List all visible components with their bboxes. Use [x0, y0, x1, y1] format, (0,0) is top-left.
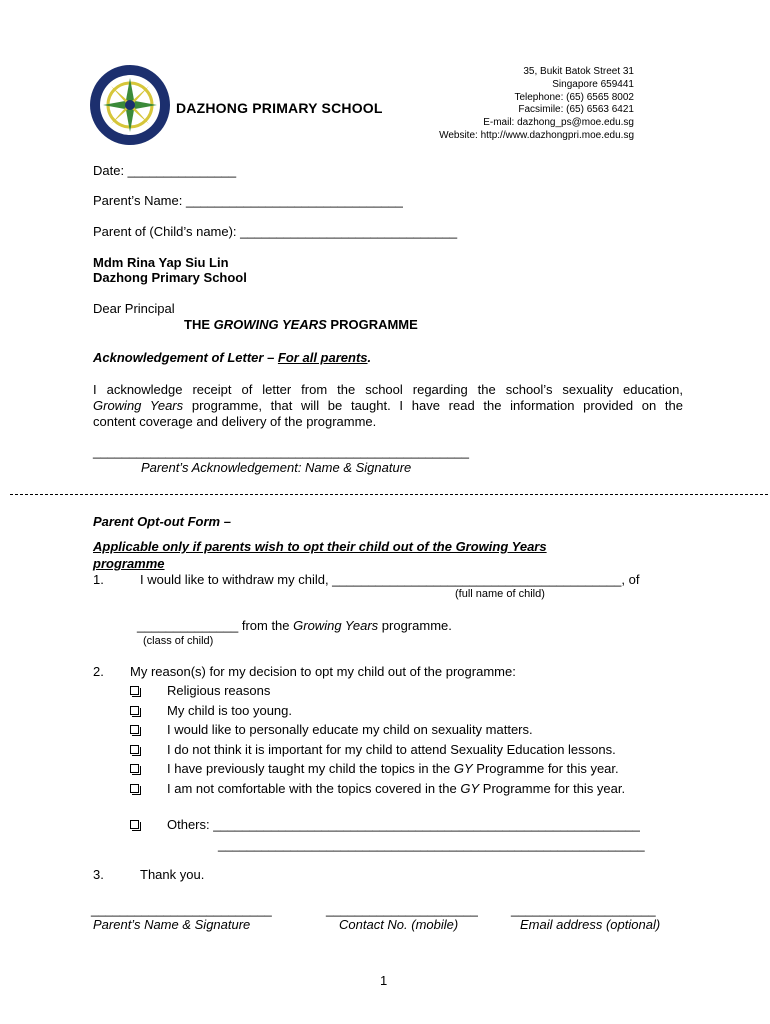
email-label: Email address (optional): [520, 917, 661, 932]
reason-others-line-2[interactable]: ___________________________________________________________: [218, 837, 645, 852]
checkbox-icon[interactable]: [130, 745, 139, 754]
withdraw-child-field[interactable]: I would like to withdraw my child, ________________________________________, of: [140, 572, 640, 587]
page-number: 1: [380, 973, 388, 988]
checkbox-icon[interactable]: [130, 820, 139, 829]
item-3-text: Thank you.: [140, 867, 205, 882]
optout-subheading-line-1: Applicable only if parents wish to opt their child out of the Growing Years: [93, 539, 547, 554]
item-2-number: 2.: [93, 664, 104, 679]
child-name-field[interactable]: Parent of (Child’s name): ______________________________: [93, 224, 458, 239]
address-line: 35, Bukit Batok Street 31: [523, 66, 634, 77]
parent-name-field[interactable]: Parent’s Name: ______________________________: [93, 193, 403, 208]
addressee-name: Mdm Rina Yap Siu Lin: [93, 255, 229, 270]
reason-not-comfortable: I am not comfortable with the topics covered in the GY Programme for this year.: [167, 781, 626, 796]
item-2-text: My reason(s) for my decision to opt my child out of the programme:: [130, 664, 516, 679]
class-hint: (class of child): [143, 635, 214, 647]
school-name: DAZHONG PRIMARY SCHOOL: [176, 100, 383, 116]
school-crest-icon: [89, 64, 171, 146]
acknowledgement-signature-label: Parent’s Acknowledgement: Name & Signature: [141, 460, 412, 475]
reason-religious: Religious reasons: [167, 683, 271, 698]
reason-previously-taught: I have previously taught my child the topics in the GY Programme for this year.: [167, 761, 619, 776]
reason-too-young: My child is too young.: [167, 703, 293, 718]
address-line: Singapore 659441: [552, 78, 634, 90]
acknowledgement-line-2: Growing Years programme, that will be taught. I have read the information provided on the: [93, 398, 684, 413]
facsimile: Facsimile: (65) 6563 6421: [518, 104, 634, 116]
optout-heading: Parent Opt-out Form –: [93, 514, 231, 529]
email-line[interactable]: ____________________: [511, 902, 656, 917]
signature-label: Parent’s Name & Signature: [93, 917, 251, 932]
acknowledgement-line-1: I acknowledge receipt of letter from the school regarding the school’s sexuality education,: [93, 382, 683, 397]
checkbox-icon[interactable]: [130, 706, 139, 715]
checkbox-icon[interactable]: [130, 686, 139, 695]
signature-line[interactable]: _________________________: [91, 902, 272, 917]
item-3-number: 3.: [93, 867, 104, 882]
telephone: Telephone: (65) 6565 8002: [514, 91, 634, 103]
acknowledgement-heading: Acknowledgement of Letter – For all parents.: [93, 350, 372, 365]
full-name-hint: (full name of child): [455, 588, 545, 600]
reason-not-important: I do not think it is important for my child to attend Sexuality Education lessons.: [167, 742, 616, 757]
cut-line-divider: [10, 494, 768, 495]
item-1-number: 1.: [93, 572, 104, 587]
website: Website: http://www.dazhongpri.moe.edu.sg: [439, 129, 634, 141]
date-field[interactable]: Date: _______________: [93, 163, 237, 178]
reason-personally-educate: I would like to personally educate my child on sexuality matters.: [167, 722, 533, 737]
reason-others-field[interactable]: Others: ___________________________________________________________: [167, 817, 640, 832]
optout-subheading-line-2: programme: [93, 556, 165, 571]
email: E-mail: dazhong_ps@moe.edu.sg: [483, 117, 634, 129]
salutation: Dear Principal: [93, 301, 175, 316]
contact-line[interactable]: _____________________: [326, 902, 478, 917]
acknowledgement-line-3: content coverage and delivery of the programme.: [93, 414, 377, 429]
school-contact-block: [439, 66, 634, 143]
contact-label: Contact No. (mobile): [339, 917, 459, 932]
checkbox-icon[interactable]: [130, 725, 139, 734]
class-of-child-field[interactable]: ______________ from the Growing Years programme.: [137, 618, 452, 633]
checkbox-icon[interactable]: [130, 784, 139, 793]
checkbox-icon[interactable]: [130, 764, 139, 773]
programme-title: THE GROWING YEARS PROGRAMME: [184, 317, 418, 332]
acknowledgement-signature-line[interactable]: ____________________________________________________: [93, 444, 469, 459]
addressee-school: Dazhong Primary School: [93, 270, 247, 285]
